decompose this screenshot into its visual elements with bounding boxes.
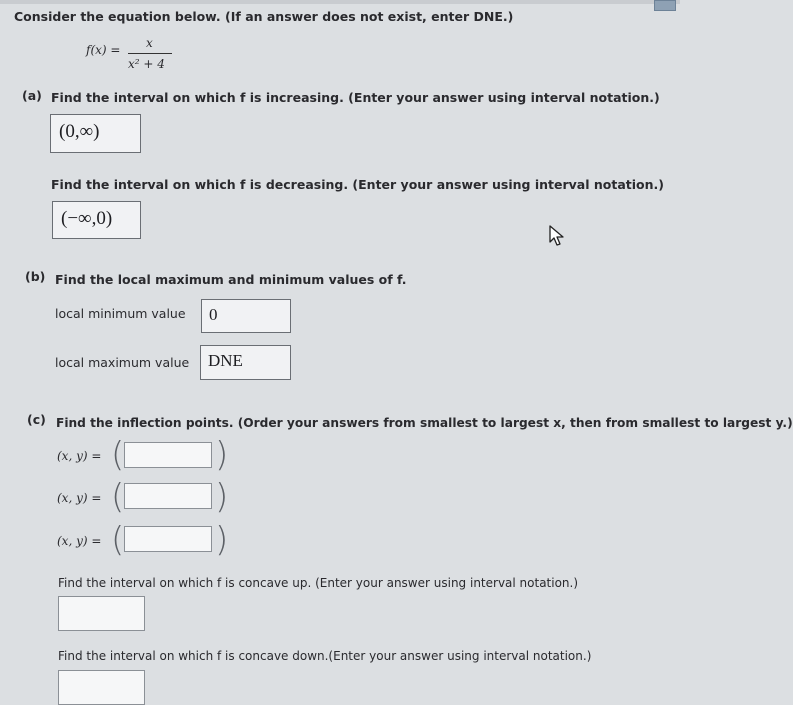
point-2-close-paren: )	[215, 477, 229, 517]
top-bar	[0, 0, 680, 4]
local-max-field[interactable]	[200, 345, 291, 380]
equation-lhs: f(x) =	[86, 43, 121, 57]
inflection-point-2-field[interactable]	[124, 483, 212, 509]
point-3-label: (x, y) =	[57, 534, 102, 548]
local-min-label: local minimum value	[55, 306, 186, 321]
part-a-label: (a)	[22, 88, 42, 103]
fraction-bar	[128, 53, 172, 54]
local-max-label: local maximum value	[55, 355, 190, 370]
mouse-pointer-icon	[548, 224, 568, 250]
concave-down-question: Find the interval on which f is concave down.(Enter your answer using interval notation.)	[58, 649, 592, 663]
point-1-close-paren: )	[215, 435, 229, 475]
increasing-answer-field[interactable]	[50, 114, 141, 153]
inflection-point-3-field[interactable]	[124, 526, 212, 552]
local-min-field[interactable]	[201, 299, 291, 333]
concave-down-field[interactable]	[58, 670, 145, 705]
equation-numerator: x	[146, 36, 153, 50]
increasing-answer-text: (0,∞)	[59, 121, 100, 142]
increasing-question: Find the interval on which f is increasing. (Enter your answer using interval notation.)	[51, 90, 660, 105]
point-2-label: (x, y) =	[57, 491, 102, 505]
inflection-point-1-field[interactable]	[124, 442, 212, 468]
window-corner-button[interactable]	[654, 0, 676, 11]
local-max-text: DNE	[208, 351, 243, 370]
point-1-open-paren: (	[111, 435, 125, 475]
equation-denominator: x² + 4	[128, 57, 165, 71]
point-2-open-paren: (	[111, 477, 125, 517]
point-1-label: (x, y) =	[57, 449, 102, 463]
part-b-label: (b)	[25, 269, 46, 284]
concave-up-field[interactable]	[58, 596, 145, 631]
decreasing-answer-text: (−∞,0)	[61, 208, 113, 229]
concave-up-question: Find the interval on which f is concave up. (Enter your answer using interval notation.)	[58, 576, 579, 590]
local-min-text: 0	[209, 305, 218, 324]
inflection-question: Find the inflection points. (Order your answers from smallest to largest x, then from smallest to largest y.)	[56, 416, 793, 430]
point-3-close-paren: )	[215, 520, 229, 560]
local-extrema-question: Find the local maximum and minimum values of f.	[55, 272, 407, 287]
decreasing-question: Find the interval on which f is decreasing. (Enter your answer using interval notation.)	[51, 177, 664, 192]
part-c-label: (c)	[27, 412, 46, 427]
problem-prompt: Consider the equation below. (If an answer does not exist, enter DNE.)	[14, 9, 514, 24]
point-3-open-paren: (	[111, 520, 125, 560]
decreasing-answer-field[interactable]	[52, 201, 141, 239]
